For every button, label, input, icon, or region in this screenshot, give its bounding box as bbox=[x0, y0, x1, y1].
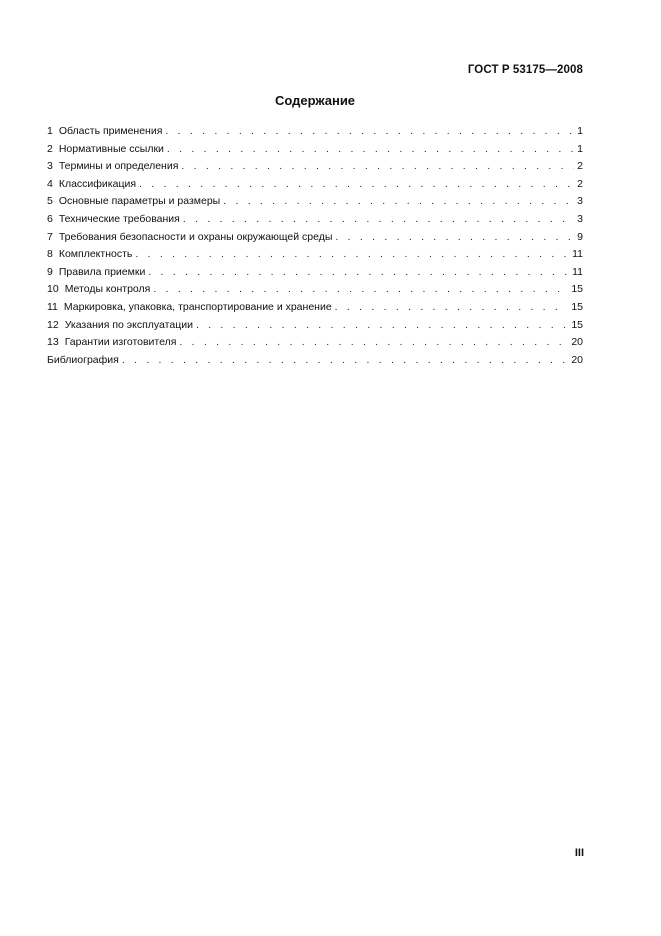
toc-entry-number: 5 bbox=[47, 195, 53, 208]
toc-entry-page: 15 bbox=[571, 318, 583, 331]
toc-entry-title: Методы контроля bbox=[64, 283, 151, 296]
toc-leader-dots bbox=[167, 141, 574, 159]
toc-entry-title: Нормативные ссылки bbox=[58, 142, 164, 155]
toc-leader-dots bbox=[335, 299, 569, 317]
toc-entry-page: 11 bbox=[572, 265, 583, 278]
toc-entry-title: Маркировка, упаковка, транспортирование и хранение bbox=[63, 300, 332, 313]
toc-entry-title: Основные параметры и размеры bbox=[58, 195, 221, 208]
toc-leader-dots bbox=[223, 193, 574, 211]
toc-entry-page: 15 bbox=[571, 300, 583, 313]
toc-leader-dots bbox=[335, 229, 574, 247]
toc-leader-dots bbox=[153, 281, 568, 299]
toc-entry-page: 2 bbox=[577, 160, 583, 173]
toc-entry[interactable] bbox=[47, 229, 583, 247]
toc-entry-number: 2 bbox=[47, 142, 53, 155]
toc-entry-title: Комплектность bbox=[58, 248, 133, 261]
toc-entry-title: Классификация bbox=[58, 177, 137, 190]
document-code-header: ГОСТ Р 53175—2008 bbox=[467, 64, 583, 76]
toc-entry-page: 15 bbox=[571, 283, 583, 296]
toc-entry-number: 8 bbox=[47, 248, 53, 261]
toc-entry-page: 2 bbox=[577, 177, 583, 190]
toc-entry[interactable] bbox=[47, 334, 583, 352]
toc-entry-page: 11 bbox=[572, 248, 583, 261]
page-number: III bbox=[574, 847, 584, 859]
toc-entry[interactable] bbox=[47, 317, 583, 335]
toc-entry-bibliography[interactable] bbox=[47, 352, 583, 370]
toc-entry-number: 7 bbox=[47, 230, 53, 243]
toc-entry-title: Требования безопасности и охраны окружающей среды bbox=[58, 230, 333, 243]
toc-entry[interactable] bbox=[47, 211, 583, 229]
toc-title: Содержание bbox=[274, 93, 356, 108]
toc-entry-number: 4 bbox=[47, 177, 53, 190]
toc-entry[interactable] bbox=[47, 193, 583, 211]
toc-entry-number: 12 bbox=[47, 318, 59, 331]
toc-entry-number: 10 bbox=[47, 283, 59, 296]
toc-leader-dots bbox=[148, 264, 569, 282]
toc-entry[interactable] bbox=[47, 299, 583, 317]
toc-entry-number: 1 bbox=[47, 125, 53, 137]
toc-entry-page: 3 bbox=[577, 195, 583, 208]
toc-entry-title: Библиография bbox=[47, 353, 119, 366]
toc-leader-dots bbox=[122, 352, 568, 370]
toc-entry-title: Правила приемки bbox=[58, 265, 146, 278]
toc-entry[interactable] bbox=[47, 246, 583, 264]
toc-entry[interactable] bbox=[47, 158, 583, 176]
toc-entry[interactable] bbox=[47, 141, 583, 159]
toc-leader-dots bbox=[179, 334, 568, 352]
table-of-contents bbox=[47, 123, 583, 369]
toc-entry[interactable] bbox=[47, 123, 583, 141]
toc-entry-number: 6 bbox=[47, 212, 53, 225]
toc-leader-dots bbox=[139, 176, 574, 194]
toc-entry-title: Область применения bbox=[58, 125, 163, 137]
toc-entry[interactable] bbox=[47, 264, 583, 282]
toc-entry-page: 9 bbox=[577, 230, 583, 243]
toc-entry-page: 3 bbox=[577, 212, 583, 225]
toc-entry-title: Термины и определения bbox=[58, 160, 179, 173]
toc-entry[interactable] bbox=[47, 176, 583, 194]
toc-entry-page: 1 bbox=[577, 142, 583, 155]
toc-entry-number: 11 bbox=[47, 300, 58, 313]
toc-entry-page: 20 bbox=[571, 336, 583, 349]
toc-leader-dots bbox=[165, 123, 574, 141]
toc-entry-number: 9 bbox=[47, 265, 53, 278]
toc-entry-title: Указания по эксплуатации bbox=[64, 318, 193, 331]
toc-entry-page: 1 bbox=[577, 125, 583, 137]
toc-entry-page: 20 bbox=[571, 353, 583, 366]
toc-entry-title: Технические требования bbox=[58, 212, 180, 225]
toc-entry-number: 13 bbox=[47, 336, 59, 349]
toc-leader-dots bbox=[183, 211, 574, 229]
toc-leader-dots bbox=[196, 317, 568, 335]
toc-leader-dots bbox=[181, 158, 574, 176]
toc-entry[interactable] bbox=[47, 281, 583, 299]
toc-leader-dots bbox=[135, 246, 569, 264]
toc-entry-number: 3 bbox=[47, 160, 53, 173]
toc-entry-title: Гарантии изготовителя bbox=[64, 336, 177, 349]
